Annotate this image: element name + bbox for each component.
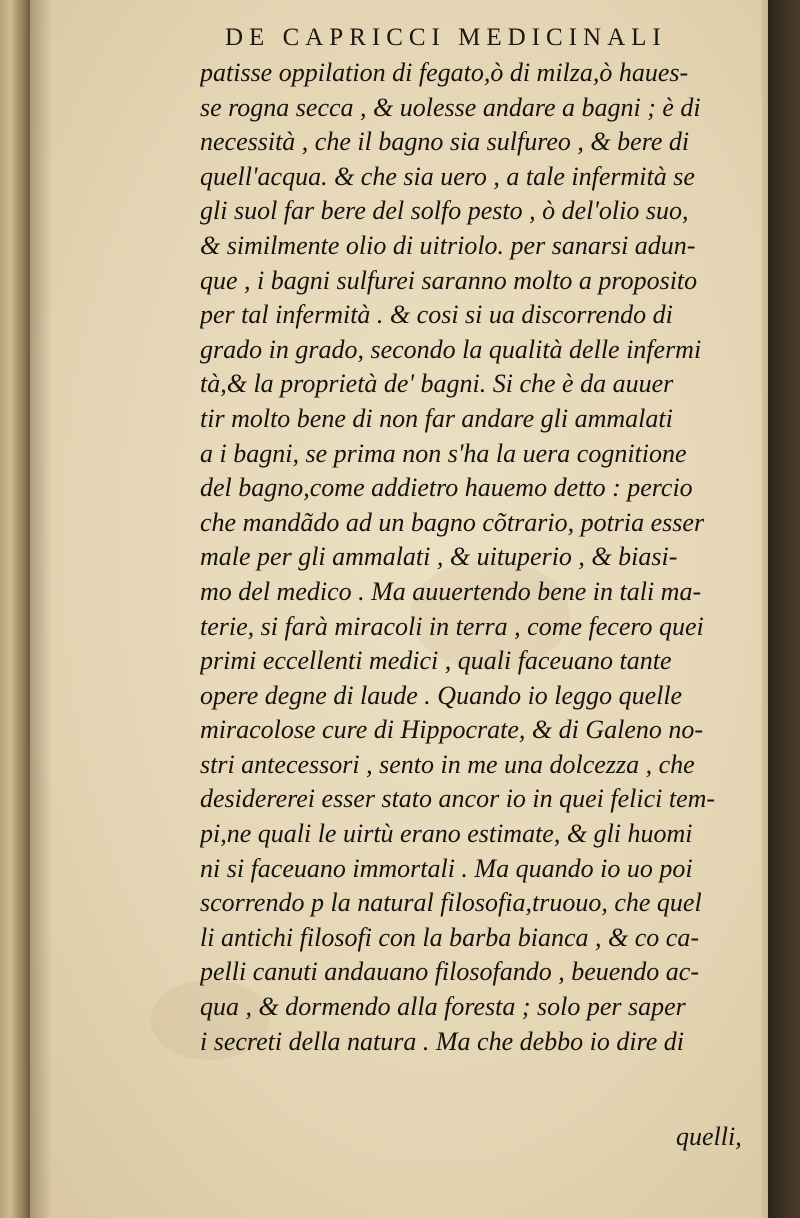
body-text [200, 56, 765, 1059]
text-line: desidererei esser stato ancor io in quei felici tem- [200, 784, 716, 814]
text-line: che mandãdo ad un bagno cõtrario, potria esser [200, 507, 705, 537]
text-line: per tal infermità . & cosi si ua discorrendo di [200, 300, 673, 330]
text-line: grado in grado, secondo la qualità delle infermi [200, 334, 702, 364]
catchword: quelli, [676, 1122, 742, 1151]
text-line: scorrendo p la natural filosofia,truouo, che quel [200, 888, 702, 918]
running-header: DE CAPRICCI MEDICINALI [225, 24, 667, 51]
text-line: mo del medico . Ma auuertendo bene in tali ma- [200, 576, 702, 606]
text-line: li antichi filosofi con la barba bianca , & co ca- [200, 922, 700, 952]
next-page-edge [768, 0, 800, 1218]
text-line: que , i bagni sulfurei saranno molto a proposito [200, 265, 698, 295]
book-gutter [0, 0, 30, 1218]
text-line: quell'acqua. & che sia uero , a tale infermità se [200, 161, 695, 191]
text-line: ni si faceuano immortali . Ma quando io uo poi [200, 853, 693, 883]
text-line: qua , & dormendo alla foresta ; solo per saper [200, 992, 686, 1022]
text-line: patisse oppilation di fegato,ò di milza,ò haues- [200, 58, 689, 87]
text-line: i secreti della natura . Ma che debbo io dire di [200, 1026, 685, 1056]
text-line: terie, si farà miracoli in terra , come fecero quei [200, 611, 704, 641]
text-line: stri antecessori , sento in me una dolcezza , che [200, 749, 695, 779]
text-line: del bagno,come addietro hauemo detto : percio [200, 473, 693, 503]
text-line: tir molto bene di non far andare gli ammalati [200, 403, 673, 433]
text-line: pelli canuti andauano filosofando , beuendo ac- [200, 957, 699, 987]
text-line: gli suol far bere del solfo pesto , ò del'olio suo, [200, 196, 689, 226]
text-line: male per gli ammalati , & uituperio , & biasi- [200, 542, 678, 572]
text-line: necessità , che il bagno sia sulfureo , & bere di [200, 127, 690, 157]
text-line: miracolose cure di Hippocrate, & di Galeno no- [200, 715, 704, 745]
text-line: tà,& la proprietà de' bagni. Si che è da auuer [200, 369, 674, 399]
text-line: & similmente olio di uitriolo. per sanarsi adun- [200, 230, 696, 260]
text-line: a i bagni, se prima non s'ha la uera cognitione [200, 438, 687, 468]
text-line: opere degne di laude . Quando io leggo quelle [200, 680, 683, 710]
text-line: se rogna secca , & uolesse andare a bagni ; è di [200, 92, 701, 122]
text-line: primi eccellenti medici , quali faceuano tante [200, 646, 672, 676]
text-line: pi,ne quali le uirtù erano estimate, & gli huomi [200, 819, 693, 849]
gutter-shadow [30, 0, 52, 1218]
